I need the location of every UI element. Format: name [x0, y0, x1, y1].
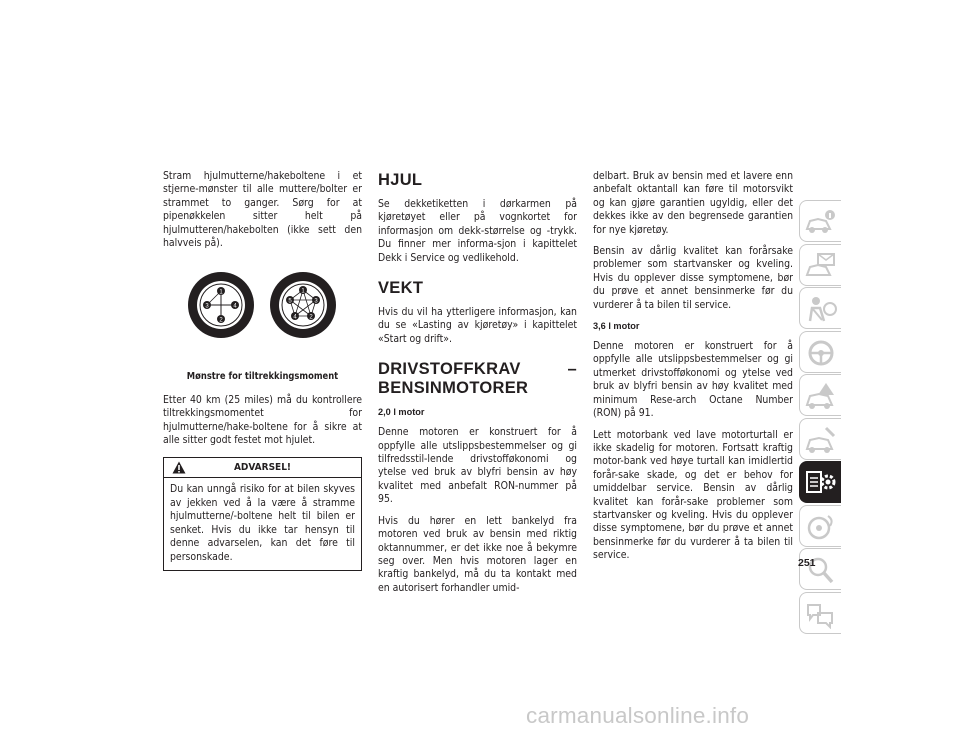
- torque-intro-paragraph: Stram hjulmutterne/hakeboltene i et stjerne-mønster til alle muttere/bolter er strammet to ganger. Sørg for at pipenøkkelen sitter helt på hjulmutteren/hakebolten (ikke sett den halvveis på).: [163, 170, 362, 250]
- wheel-4-nut: [188, 272, 254, 338]
- chapter-tab-vehicle-info[interactable]: [799, 200, 841, 242]
- hjul-paragraph: Se dekketiketten i dørkarmen på kjøretøyet eller på vognkortet for informasjon om dekk-størrelse og -trykk. Du finner mer informa-sjon i kapittelet Dekk i Service og vedlikehold.: [378, 198, 577, 264]
- nut-label: 3: [314, 298, 318, 305]
- nut-label: 4: [293, 314, 297, 321]
- motor-3-6-paragraph-2: Lett motorbank ved lave motorturtall er ikke skadelig for motoren. Fortsatt kraftig motor-bank ved høye turtall kan imidlertid forår-sake skade, og det er behov for umiddelbar service. Bensin av dårlig kvalitet kan forår-sake problemer som startvansker og kveling. Hvis du opplever disse symptomene, bør du prøve et annet bensinmerke før du vurderer å ta bilen til service.: [593, 428, 793, 562]
- seatbelt-airbag-icon: [804, 294, 838, 324]
- chapter-tab-multimedia[interactable]: [799, 505, 841, 547]
- nut-label: 3: [205, 303, 209, 310]
- torque-pattern-figure: [163, 258, 362, 370]
- nut-label: 2: [309, 314, 313, 321]
- fuel-paragraph-continued: delbart. Bruk av bensin med et lavere enn anbefalt oktantall kan føre til motorsvikt og kan gjøre garantien ugyldig, eller det dekkes ikke av den begrensede garantien for nye kjøretøy.: [593, 170, 793, 236]
- specs-gear-icon: [804, 468, 838, 498]
- chapter-tab-service[interactable]: [799, 418, 841, 460]
- warning-triangle-icon: [172, 461, 186, 474]
- nut-label: 4: [233, 303, 237, 310]
- chapter-tab-index[interactable]: [799, 548, 841, 590]
- warning-title: ADVARSEL!: [233, 462, 292, 474]
- wheel-torque-diagram: [183, 260, 343, 350]
- wheel-5-nut: [270, 272, 336, 338]
- car-mail-icon: [804, 251, 838, 281]
- nut-label: 2: [219, 317, 223, 324]
- car-warning-icon: [804, 381, 838, 411]
- motor-2-0-paragraph-2: Hvis du hører en lett bankelyd fra motoren ved bruk av bensin med riktig oktannummer, er det ikke noe å bekymre seg over. Men hvis motoren lager en kraftig bankelyd, må du ta kontakt med en autorisert forhandler umid-: [378, 514, 577, 594]
- poor-fuel-paragraph: Bensin av dårlig kvalitet kan forårsake problemer som startvansker og kveling. Hvis du opplever disse symptomene, bør du prøve et annet bensinmerke før du vurderer å ta bilen til service.: [593, 245, 793, 311]
- watermark-text: carmanualsonline.info: [526, 703, 750, 728]
- multimedia-icon: [804, 512, 838, 542]
- subheading-3-6-motor: 3,6 l motor: [593, 321, 640, 332]
- chapter-tab-getting-to-know[interactable]: [799, 244, 841, 286]
- column-2: [378, 171, 577, 603]
- page-number: 251: [798, 557, 816, 569]
- chapter-tab-starting-driving[interactable]: [799, 331, 841, 373]
- heading-vekt: VEKT: [378, 279, 424, 298]
- warning-header: [164, 458, 361, 478]
- warning-text: Du kan unngå risiko for at bilen skyves av jekken ved å la være å stramme hjulmutterne/-boltene helt til bilen er senket. Hvis du ikke tar hensyn til denne advarselen, kan det føre til personskade.: [170, 483, 355, 563]
- chapter-tab-safety[interactable]: [799, 287, 841, 329]
- chapter-tabs: [799, 200, 841, 635]
- motor-2-0-paragraph-1: Denne motoren er konstruert for å oppfylle alle utslippsbestemmelser og gi tilfredsstil-lende drivstofføkonomi og ytelse ved bruk av blyfri bensin av høy kvalitet med anbefalt RON-nummer på 95.: [378, 426, 577, 506]
- steering-wheel-icon: [804, 338, 838, 368]
- chapter-tab-language[interactable]: [799, 592, 841, 634]
- column-3: [593, 170, 793, 571]
- nut-label: 1: [301, 288, 305, 295]
- column-1: [163, 170, 362, 571]
- motor-3-6-paragraph-1: Denne motoren er konstruert for å oppfylle alle utslippsbestemmelser og gi utmerket drivstofføkonomi og ytelse ved bruk av blyfri bensin av høy kvalitet med minimum Rese-arch Octane Number (RON) på 91.: [593, 340, 793, 420]
- nut-label: 1: [219, 289, 223, 296]
- chapter-tab-emergency[interactable]: [799, 374, 841, 416]
- heading-drivstoffkrav: DRIVSTOFFKRAV – BENSINMOTORER: [378, 360, 577, 398]
- subheading-2-0-motor: 2,0 l motor: [378, 407, 425, 418]
- car-info-icon: [804, 207, 838, 237]
- warning-box: [163, 457, 362, 570]
- nut-label: 5: [288, 298, 292, 305]
- heading-hjul: HJUL: [378, 171, 423, 189]
- language-icon: [804, 599, 838, 629]
- vekt-paragraph: Hvis du vil ha ytterligere informasjon, kan du se «Lasting av kjøretøy» i kapittelet «Start og drift».: [378, 306, 577, 345]
- car-service-icon: [804, 425, 838, 455]
- chapter-tab-technical-specs[interactable]: [799, 461, 841, 503]
- torque-check-paragraph: Etter 40 km (25 miles) må du kontrollere tiltrekkingsmomentet for hjulmutterne/hake-boltene for å sikre at alle sitter godt festet mot hjulet.: [163, 393, 362, 447]
- figure-caption: Mønstre for tiltrekkingsmoment: [186, 371, 339, 383]
